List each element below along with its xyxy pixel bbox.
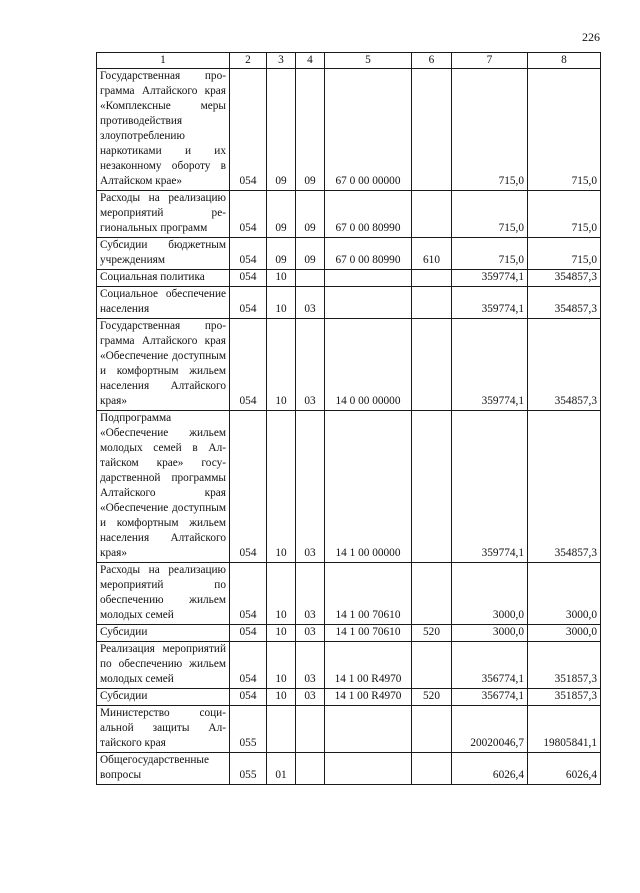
table-row	[97, 642, 601, 689]
col4-cell: 09	[296, 191, 325, 238]
col6-cell: 610	[412, 238, 452, 270]
col3-cell: 09	[267, 191, 296, 238]
col3-cell: 09	[267, 69, 296, 191]
col5-cell: 67 0 00 00000	[325, 69, 412, 191]
row-name: Реализация мероприятий по обеспечению жильем молодых семей	[97, 642, 230, 689]
col2-cell: 054	[230, 689, 267, 706]
col8-cell: 715,0	[528, 69, 601, 191]
col2-cell: 054	[230, 191, 267, 238]
col3-cell: 10	[267, 563, 296, 625]
col8-cell: 351857,3	[528, 642, 601, 689]
col3-cell: 01	[267, 753, 296, 785]
table-row	[97, 411, 601, 563]
col7-cell: 6026,4	[452, 753, 528, 785]
table-row	[97, 69, 601, 191]
col6-cell	[412, 69, 452, 191]
col4-cell: 03	[296, 625, 325, 642]
header-cell: 5	[325, 53, 412, 69]
table-row	[97, 563, 601, 625]
col4-cell	[296, 706, 325, 753]
col7-cell: 3000,0	[452, 563, 528, 625]
col4-cell: 03	[296, 319, 325, 411]
col2-cell: 054	[230, 625, 267, 642]
col8-cell: 354857,3	[528, 411, 601, 563]
col8-cell: 3000,0	[528, 563, 601, 625]
col6-cell	[412, 753, 452, 785]
col6-cell: 520	[412, 689, 452, 706]
header-cell: 8	[528, 53, 601, 69]
table-row	[97, 287, 601, 319]
col6-cell	[412, 287, 452, 319]
col2-cell: 054	[230, 411, 267, 563]
col3-cell	[267, 706, 296, 753]
col5-cell: 14 0 00 00000	[325, 319, 412, 411]
header-cell: 1	[97, 53, 230, 69]
col6-cell: 520	[412, 625, 452, 642]
row-name: Расходы на реализацию мероприятий по обеспечению жильем молодых семей	[97, 563, 230, 625]
col4-cell: 09	[296, 238, 325, 270]
col2-cell: 054	[230, 270, 267, 287]
col8-cell: 19805841,1	[528, 706, 601, 753]
col8-cell: 3000,0	[528, 625, 601, 642]
col7-cell: 359774,1	[452, 270, 528, 287]
col7-cell: 359774,1	[452, 411, 528, 563]
col4-cell: 03	[296, 689, 325, 706]
row-name: Государственная программа Алтайского края «Комплексные меры противодействия злоупотреблению наркотиками и их незаконному обороту в Алтайском крае»	[97, 69, 230, 191]
col4-cell: 09	[296, 69, 325, 191]
row-name: Подпрограмма «Обеспечение жильем молодых семей в Алтайском крае» государственной программы Алтайского края «Обеспечение доступным и комфортным жильем населения Алтайского края»	[97, 411, 230, 563]
table-row	[97, 753, 601, 785]
col4-cell: 03	[296, 287, 325, 319]
col4-cell: 03	[296, 563, 325, 625]
col2-cell: 055	[230, 706, 267, 753]
col5-cell	[325, 706, 412, 753]
col2-cell: 054	[230, 69, 267, 191]
col6-cell	[412, 642, 452, 689]
col3-cell: 10	[267, 642, 296, 689]
col3-cell: 09	[267, 238, 296, 270]
col7-cell: 715,0	[452, 191, 528, 238]
header-cell: 7	[452, 53, 528, 69]
col4-cell: 03	[296, 642, 325, 689]
table-row	[97, 625, 601, 642]
col5-cell: 14 1 00 70610	[325, 563, 412, 625]
col6-cell	[412, 706, 452, 753]
col6-cell	[412, 191, 452, 238]
header-cell: 3	[267, 53, 296, 69]
col4-cell: 03	[296, 411, 325, 563]
col7-cell: 3000,0	[452, 625, 528, 642]
col5-cell: 14 1 00 R4970	[325, 689, 412, 706]
col5-cell: 14 1 00 70610	[325, 625, 412, 642]
col8-cell: 6026,4	[528, 753, 601, 785]
row-name: Субсидии бюджетным учреждениям	[97, 238, 230, 270]
col3-cell: 10	[267, 689, 296, 706]
col5-cell: 67 0 00 80990	[325, 238, 412, 270]
col3-cell: 10	[267, 411, 296, 563]
col2-cell: 055	[230, 753, 267, 785]
col2-cell: 054	[230, 642, 267, 689]
budget-table	[96, 52, 601, 785]
page-number: 226	[582, 30, 600, 44]
col5-cell	[325, 270, 412, 287]
col5-cell: 14 1 00 R4970	[325, 642, 412, 689]
row-name: Социальная политика	[97, 270, 230, 287]
col7-cell: 356774,1	[452, 689, 528, 706]
col2-cell: 054	[230, 238, 267, 270]
col8-cell: 715,0	[528, 238, 601, 270]
row-name: Государственная программа Алтайского края «Обеспечение доступным и комфортным жильем населения Алтайского края»	[97, 319, 230, 411]
table-row	[97, 238, 601, 270]
col8-cell: 354857,3	[528, 319, 601, 411]
col7-cell: 356774,1	[452, 642, 528, 689]
col3-cell: 10	[267, 625, 296, 642]
table-row	[97, 706, 601, 753]
col4-cell	[296, 753, 325, 785]
col3-cell: 10	[267, 319, 296, 411]
row-name: Субсидии	[97, 625, 230, 642]
row-name: Субсидии	[97, 689, 230, 706]
col8-cell: 351857,3	[528, 689, 601, 706]
row-name: Общегосударственные вопросы	[97, 753, 230, 785]
col7-cell: 715,0	[452, 69, 528, 191]
col6-cell	[412, 319, 452, 411]
col5-cell	[325, 753, 412, 785]
col7-cell: 359774,1	[452, 319, 528, 411]
col7-cell: 359774,1	[452, 287, 528, 319]
table-row	[97, 319, 601, 411]
header-row	[97, 53, 601, 69]
col2-cell: 054	[230, 563, 267, 625]
col5-cell: 14 1 00 00000	[325, 411, 412, 563]
col2-cell: 054	[230, 319, 267, 411]
col3-cell: 10	[267, 270, 296, 287]
col6-cell	[412, 563, 452, 625]
col3-cell: 10	[267, 287, 296, 319]
col8-cell: 354857,3	[528, 270, 601, 287]
col6-cell	[412, 270, 452, 287]
table-row	[97, 191, 601, 238]
row-name: Расходы на реализацию мероприятий региональных программ	[97, 191, 230, 238]
col5-cell: 67 0 00 80990	[325, 191, 412, 238]
header-cell: 4	[296, 53, 325, 69]
col2-cell: 054	[230, 287, 267, 319]
col8-cell: 715,0	[528, 191, 601, 238]
header-cell: 6	[412, 53, 452, 69]
header-cell: 2	[230, 53, 267, 69]
row-name: Министерство социальной защиты Алтайского края	[97, 706, 230, 753]
row-name: Социальное обеспечение населения	[97, 287, 230, 319]
table-row	[97, 270, 601, 287]
col7-cell: 715,0	[452, 238, 528, 270]
table-row	[97, 689, 601, 706]
col6-cell	[412, 411, 452, 563]
col4-cell	[296, 270, 325, 287]
col5-cell	[325, 287, 412, 319]
col8-cell: 354857,3	[528, 287, 601, 319]
col7-cell: 20020046,7	[452, 706, 528, 753]
